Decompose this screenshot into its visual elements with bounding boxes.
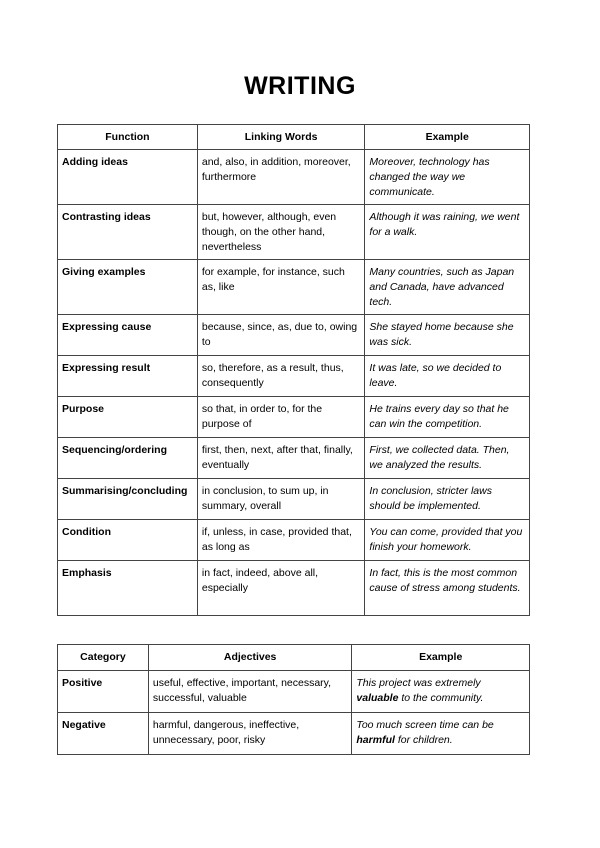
table-row: [58, 397, 530, 438]
table-row: [58, 205, 530, 260]
header-example: Example: [352, 645, 530, 671]
linking-words-table: [57, 124, 530, 616]
table-row: [58, 713, 530, 755]
example-text: Too much screen time can be: [356, 719, 494, 731]
linking-words-cell: because, since, as, due to, owing to: [197, 315, 365, 356]
highlighted-adjective: valuable: [356, 692, 399, 704]
function-cell: Expressing result: [58, 356, 198, 397]
linking-words-cell: but, however, although, even though, on the other hand, nevertheless: [197, 205, 365, 260]
example-cell: It was late, so we decided to leave.: [365, 356, 530, 397]
example-cell: You can come, provided that you finish your homework.: [365, 520, 530, 561]
linking-words-cell: first, then, next, after that, finally, eventually: [197, 438, 365, 479]
example-cell: Although it was raining, we went for a walk.: [365, 205, 530, 260]
example-text: This project was extremely: [356, 677, 481, 689]
header-function: Function: [58, 125, 198, 150]
function-cell: Expressing cause: [58, 315, 198, 356]
category-cell: Positive: [58, 671, 149, 713]
function-cell: Sequencing/ordering: [58, 438, 198, 479]
adjectives-cell: harmful, dangerous, ineffective, unnecessary, poor, risky: [148, 713, 352, 755]
function-cell: Giving examples: [58, 260, 198, 315]
linking-words-cell: in conclusion, to sum up, in summary, overall: [197, 479, 365, 520]
table-row: [58, 260, 530, 315]
example-cell: She stayed home because she was sick.: [365, 315, 530, 356]
adjectives-table: [57, 644, 530, 755]
table-header-row: [58, 125, 530, 150]
function-cell: Summarising/concluding: [58, 479, 198, 520]
example-cell: [352, 713, 530, 755]
linking-words-cell: so that, in order to, for the purpose of: [197, 397, 365, 438]
table-row: [58, 438, 530, 479]
table-row: [58, 315, 530, 356]
header-adjectives: Adjectives: [148, 645, 352, 671]
linking-words-cell: so, therefore, as a result, thus, consequently: [197, 356, 365, 397]
function-cell: Contrasting ideas: [58, 205, 198, 260]
category-cell: Negative: [58, 713, 149, 755]
table-header-row: [58, 645, 530, 671]
header-example: Example: [365, 125, 530, 150]
table-row: [58, 561, 530, 616]
header-linking-words: Linking Words: [197, 125, 365, 150]
table-row: [58, 150, 530, 205]
example-cell: Many countries, such as Japan and Canada, have advanced tech.: [365, 260, 530, 315]
table-row: [58, 671, 530, 713]
table-row: [58, 356, 530, 397]
function-cell: Purpose: [58, 397, 198, 438]
function-cell: Condition: [58, 520, 198, 561]
linking-words-cell: if, unless, in case, provided that, as long as: [197, 520, 365, 561]
page-title: WRITING: [244, 72, 356, 100]
example-cell: He trains every day so that he can win the competition.: [365, 397, 530, 438]
function-cell: Adding ideas: [58, 150, 198, 205]
highlighted-adjective: harmful: [356, 734, 395, 746]
example-cell: Moreover, technology has changed the way we communicate.: [365, 150, 530, 205]
example-cell: [352, 671, 530, 713]
example-text: to the community.: [398, 692, 484, 704]
adjectives-cell: useful, effective, important, necessary, successful, valuable: [148, 671, 352, 713]
header-category: Category: [58, 645, 149, 671]
table-row: [58, 479, 530, 520]
linking-words-cell: for example, for instance, such as, like: [197, 260, 365, 315]
linking-words-cell: and, also, in addition, moreover, furthermore: [197, 150, 365, 205]
example-cell: First, we collected data. Then, we analyzed the results.: [365, 438, 530, 479]
example-cell: In conclusion, stricter laws should be implemented.: [365, 479, 530, 520]
example-cell: In fact, this is the most common cause of stress among students.: [365, 561, 530, 616]
table-row: [58, 520, 530, 561]
example-text: for children.: [394, 734, 453, 746]
linking-words-cell: in fact, indeed, above all, especially: [197, 561, 365, 616]
function-cell: Emphasis: [58, 561, 198, 616]
